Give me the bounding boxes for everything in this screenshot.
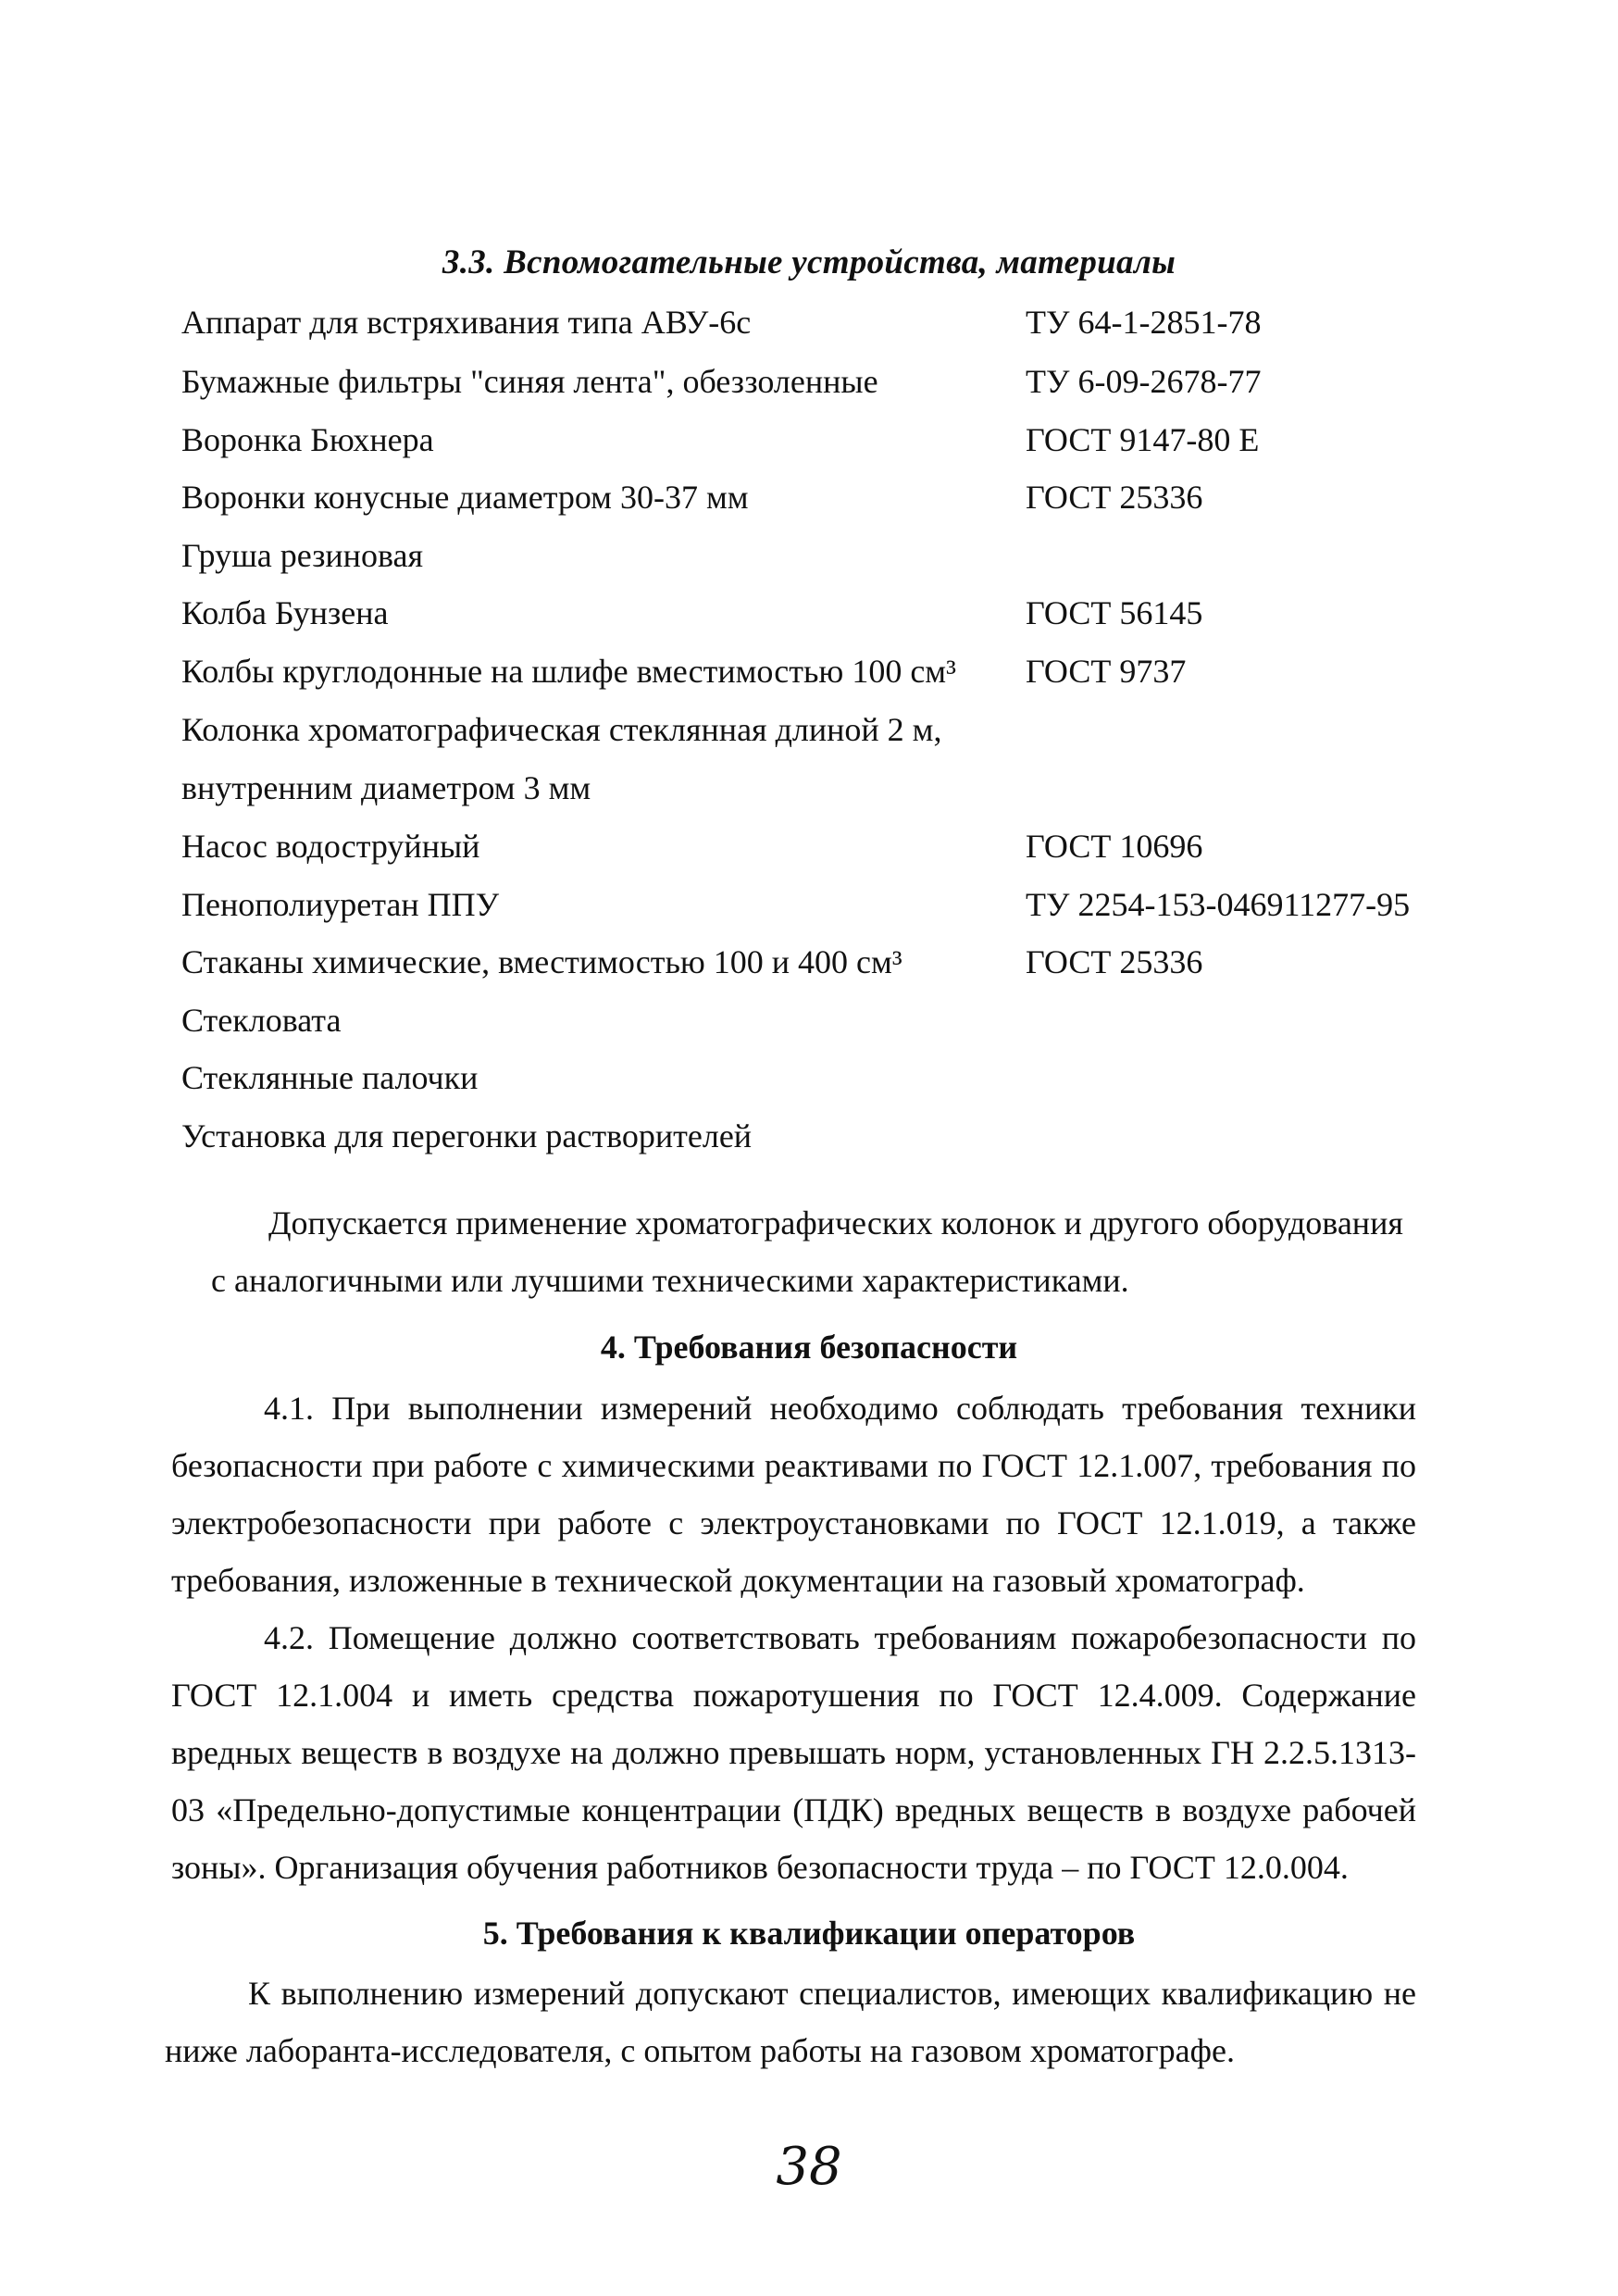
- material-standard: ГОСТ 25336: [1026, 479, 1203, 516]
- material-name: Колонка хроматографическая стеклянная длиной 2 м,: [181, 711, 942, 748]
- material-standard: ГОСТ 9147-80 Е: [1026, 421, 1260, 458]
- section-3-3-heading: 3.3. Вспомогательные устройства, материалы: [442, 243, 1176, 281]
- material-row: [0, 939, 1618, 985]
- material-standard: ГОСТ 25336: [1026, 943, 1203, 980]
- material-name: Колба Бунзена: [181, 594, 389, 631]
- material-name: Пенополиуретан ППУ: [181, 886, 500, 923]
- material-name: Воронки конусные диаметром 30-37 мм: [181, 479, 749, 516]
- text-line: К выполнению измерений допускают специалистов, имеющих квалификацию не: [248, 1975, 1416, 2012]
- material-row: [0, 706, 1618, 753]
- material-name: Колбы круглодонные на шлифе вместимостью 100 см³: [181, 653, 956, 690]
- material-row: [0, 881, 1618, 928]
- material-name: Стекловата: [181, 1002, 342, 1039]
- paragraph-4-2: [171, 1609, 1416, 1896]
- text-line: электробезопасности при работе с электроустановками по ГОСТ 12.1.019, а также: [171, 1504, 1416, 1541]
- section-5-heading: 5. Требования к квалификации операторов: [482, 1915, 1136, 1952]
- material-name: Установка для перегонки растворителей: [181, 1117, 753, 1154]
- text-line: с аналогичными или лучшими техническими характеристиками.: [211, 1262, 1129, 1299]
- material-name: Стаканы химические, вместимостью 100 и 400 см³: [181, 943, 902, 980]
- material-row: [0, 532, 1618, 579]
- text-line: Допускается применение хроматографических колонок и другого оборудования: [268, 1204, 1403, 1242]
- material-row: [0, 1054, 1618, 1101]
- material-standard: ТУ 64-1-2851-78: [1026, 304, 1262, 341]
- material-row: [0, 358, 1618, 405]
- text-line: зоны». Организация обучения работников безопасности труда – по ГОСТ 12.0.004.: [171, 1849, 1349, 1886]
- material-name: Стеклянные палочки: [181, 1059, 479, 1096]
- text-line: ГОСТ 12.1.004 и иметь средства пожаротушения по ГОСТ 12.4.009. Содержание: [171, 1677, 1416, 1714]
- material-standard: ГОСТ 10696: [1026, 828, 1203, 865]
- text-line: 4.2. Помещение должно соответствовать требованиям пожаробезопасности по: [264, 1619, 1416, 1656]
- material-standard: ГОСТ 9737: [1026, 653, 1187, 690]
- text-line: ниже лаборанта-исследователя, с опытом работы на газовом хроматографе.: [165, 2032, 1235, 2069]
- material-row: [0, 590, 1618, 636]
- paragraph-4-1: [171, 1379, 1416, 1609]
- paragraph-5: [165, 1965, 1416, 2079]
- note-paragraph: [194, 1194, 1435, 1309]
- material-row: [0, 648, 1618, 694]
- material-row: [0, 823, 1618, 869]
- material-standard: ТУ 2254-153-046911277-95: [1026, 886, 1411, 923]
- material-name: Воронка Бюхнера: [181, 421, 434, 458]
- text-line: безопасности при работе с химическими реактивами по ГОСТ 12.1.007, требования по: [171, 1447, 1416, 1484]
- text-line: 4.1. При выполнении измерений необходимо соблюдать требования техники: [264, 1390, 1416, 1427]
- material-row: [0, 765, 1618, 811]
- material-name: Бумажные фильтры "синяя лента", обеззоленные: [181, 363, 878, 400]
- text-line: требования, изложенные в технической документации на газовый хроматограф.: [171, 1562, 1305, 1599]
- material-row: [0, 997, 1618, 1043]
- page-number: 38: [776, 2137, 842, 2197]
- section-4-heading: 4. Требования безопасности: [600, 1329, 1018, 1366]
- material-row: [0, 1113, 1618, 1159]
- text-line: 03 «Предельно-допустимые концентрации (ПДК) вредных веществ в воздухе рабочей: [171, 1791, 1416, 1828]
- material-row: [0, 299, 1618, 345]
- material-name: Аппарат для встряхивания типа АВУ-6с: [181, 304, 752, 341]
- material-standard: ГОСТ 56145: [1026, 594, 1203, 631]
- material-standard: ТУ 6-09-2678-77: [1026, 363, 1262, 400]
- material-name: Груша резиновая: [181, 537, 423, 574]
- material-name: внутренним диаметром 3 мм: [181, 769, 591, 806]
- material-row: [0, 474, 1618, 520]
- material-name: Насос водоструйный: [181, 828, 480, 865]
- material-row: [0, 417, 1618, 463]
- text-line: вредных веществ в воздухе на должно превышать норм, установленных ГН 2.2.5.1313-: [171, 1734, 1416, 1771]
